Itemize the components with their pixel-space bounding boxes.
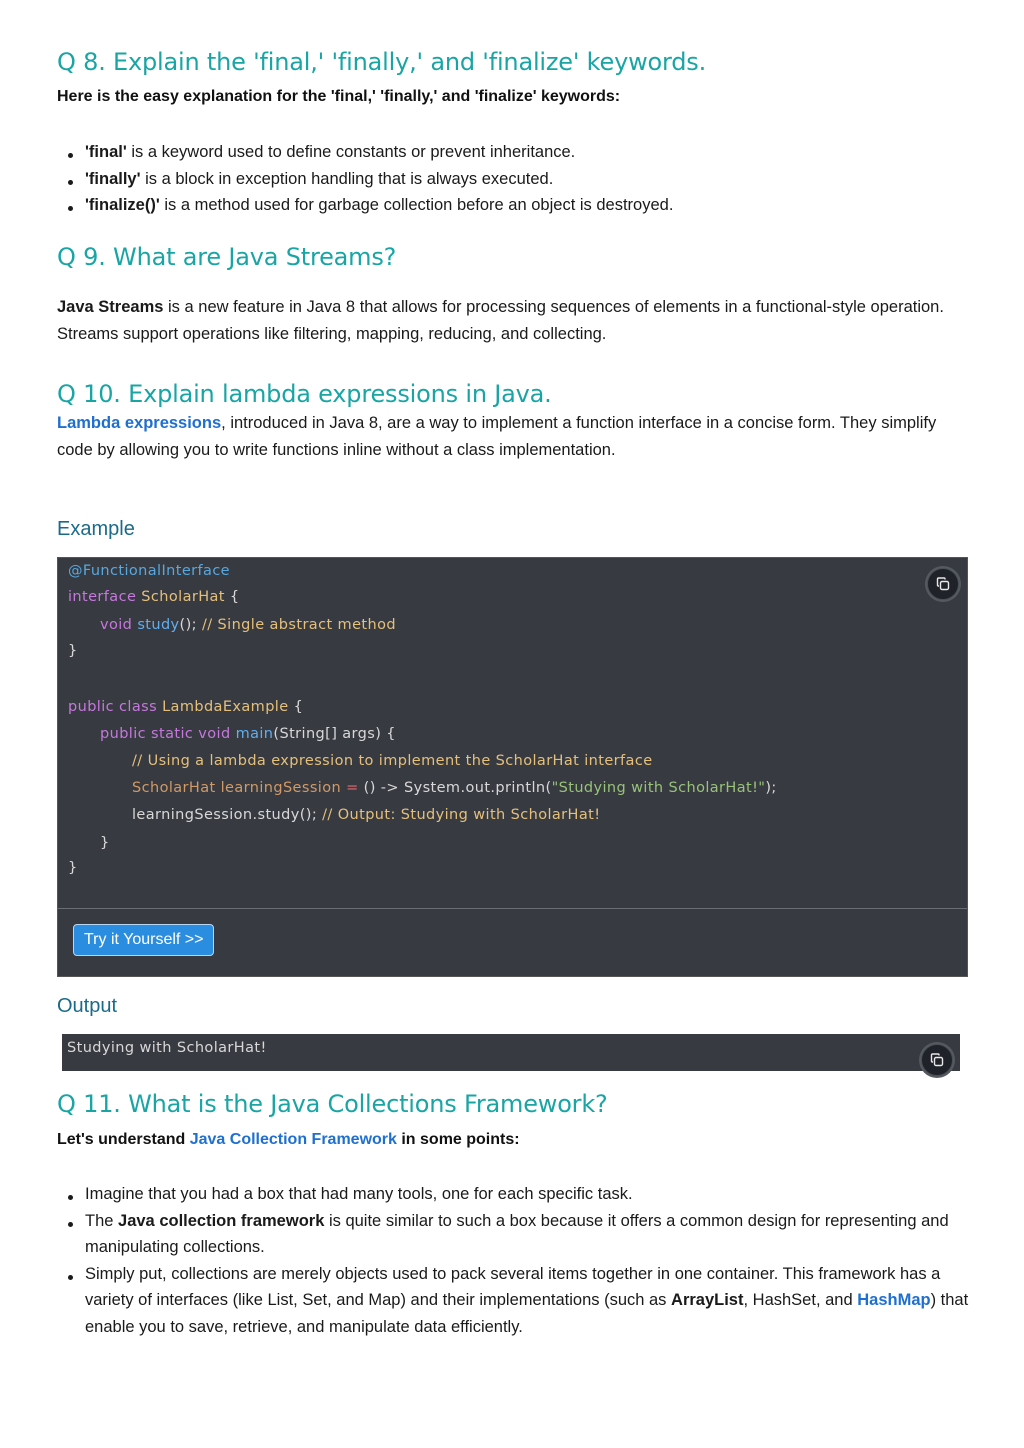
code-line: void study(); // Single abstract method (100, 617, 396, 633)
paragraph-text: , introduced in Java 8, are a way to implement a function interface in a concise form. They simplify code by allowing you to write functions inline without a class implementation. (57, 414, 937, 459)
lambda-link[interactable]: Lambda expressions (57, 414, 222, 432)
term: ArrayList (671, 1291, 744, 1309)
list-item (57, 1208, 972, 1261)
item-text: Imagine that you had a box that had many tools, one for each specific task. (85, 1185, 633, 1203)
output-label: Output (57, 995, 118, 1017)
code-block (57, 557, 968, 977)
q11-list (57, 1181, 972, 1340)
item-text: Simply put, collections are merely objects used to pack several items together in one container. This framework has a variety of interfaces (like List, Set, and Map) and their implementations (such as (85, 1264, 941, 1309)
q8-list (57, 139, 972, 219)
code-line: // Using a lambda expression to implement the ScholarHat interface (132, 753, 653, 769)
item-text: is a method used for garbage collection before an object is destroyed. (159, 196, 674, 214)
copy-code-button[interactable] (927, 568, 959, 600)
item-text: is a block in exception handling that is always executed. (140, 169, 554, 188)
example-label: Example (57, 518, 135, 540)
bullet-icon (68, 1222, 73, 1227)
list-item (57, 1181, 972, 1208)
term: Java collection framework (118, 1211, 325, 1230)
try-bar (58, 908, 967, 977)
q8-intro: Here is the easy explanation for the 'final,' 'finally,' and 'finalize' keywords: (57, 88, 621, 105)
code-line: } (68, 643, 78, 659)
code-line: @FunctionalInterface (68, 563, 231, 579)
item-text: , HashSet, and (743, 1291, 858, 1309)
code-line: learningSession.study(); // Output: Studying with ScholarHat! (132, 807, 601, 823)
bullet-icon (68, 206, 73, 211)
bullet-icon (68, 180, 73, 185)
q11-title: Q 11. What is the Java Collections Framework? (57, 1090, 608, 1118)
code-line: public class LambdaExample { (68, 699, 304, 715)
output-block (62, 1034, 960, 1071)
q9-paragraph (57, 294, 972, 347)
code-line: } (68, 860, 78, 876)
bullet-icon (68, 1275, 73, 1280)
copy-icon (930, 1053, 944, 1067)
intro-text: Let's understand (57, 1131, 190, 1148)
list-item (57, 139, 972, 166)
term: 'finally' (85, 169, 141, 188)
q11-intro (57, 1131, 520, 1149)
code-line: public static void main(String[] args) { (100, 726, 396, 742)
list-item (57, 1261, 972, 1341)
output-text: Studying with ScholarHat! (67, 1040, 267, 1056)
paragraph-text: is a new feature in Java 8 that allows for processing sequences of elements in a functional-style operation. Streams support operations like filtering, mapping, reducing, and collecting. (57, 298, 944, 343)
code-line: } (100, 835, 110, 851)
copy-output-button[interactable] (921, 1044, 953, 1076)
item-text: is quite similar to such a box because it offers a common design for representing and manipulating collections. (85, 1211, 949, 1256)
term: 'final' (85, 143, 127, 161)
code-line: interface ScholarHat { (68, 589, 240, 605)
list-item (57, 192, 972, 219)
item-text: ) that enable you to save, retrieve, and manipulate data efficiently. (85, 1291, 969, 1336)
code-line: ScholarHat learningSession = () -> System.out.println("Studying with ScholarHat!"); (132, 780, 777, 796)
q8-title: Q 8. Explain the 'final,' 'finally,' and 'finalize' keywords. (57, 48, 707, 76)
copy-icon (936, 577, 950, 591)
hashmap-link[interactable]: HashMap (857, 1291, 931, 1309)
bullet-icon (68, 1195, 73, 1200)
item-text: is a keyword used to define constants or prevent inheritance. (126, 143, 576, 161)
q10-paragraph (57, 410, 972, 463)
q9-title: Q 9. What are Java Streams? (57, 243, 397, 271)
try-it-yourself-button[interactable]: Try it Yourself >> (73, 924, 214, 956)
collection-framework-link[interactable]: Java Collection Framework (189, 1131, 397, 1148)
list-item (57, 166, 972, 193)
intro-text: in some points: (396, 1131, 520, 1148)
q10-title: Q 10. Explain lambda expressions in Java. (57, 380, 552, 408)
item-text: The (85, 1211, 119, 1230)
bullet-icon (68, 153, 73, 158)
term: 'finalize()' (85, 196, 160, 214)
term: Java Streams (57, 298, 164, 316)
